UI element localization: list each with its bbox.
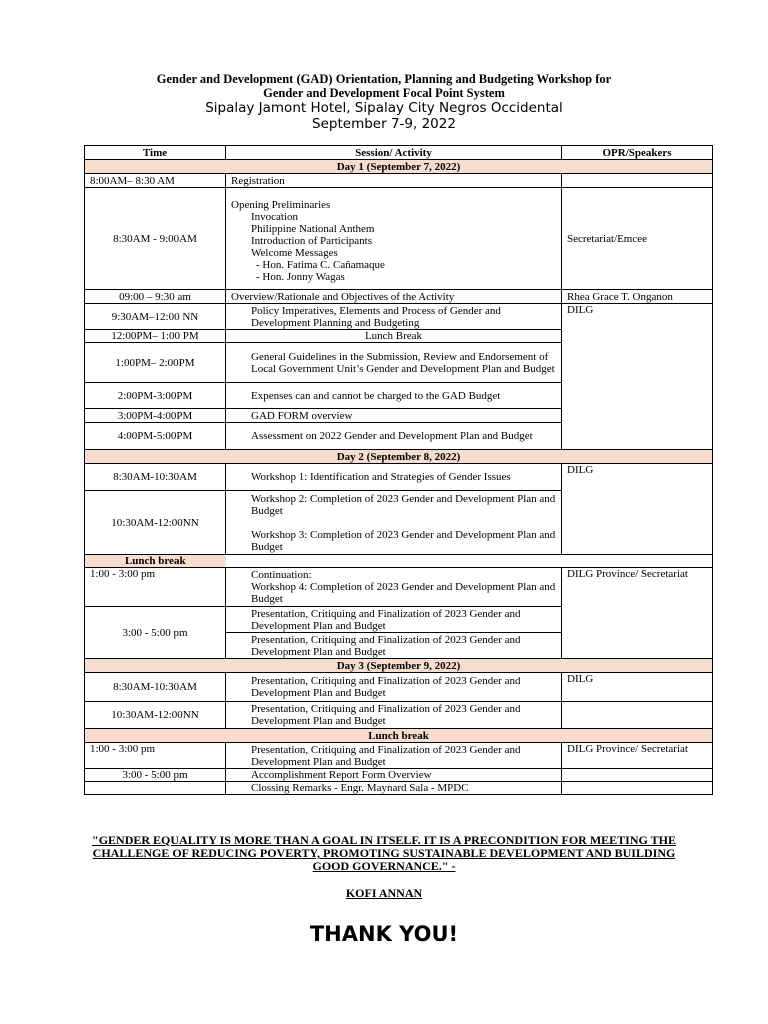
time-cell: 3:00 - 5:00 pm [85, 607, 226, 659]
opr-cell [562, 769, 713, 782]
time-cell: 1:00PM– 2:00PM [85, 343, 226, 383]
day-2-row [85, 450, 713, 464]
session-line: Introduction of Participants [251, 235, 372, 247]
session-cell: Presentation, Critiquing and Finalization of 2023 Gender and Development Plan and Budget [226, 633, 562, 659]
session-cell: Overview/Rationale and Objectives of the Activity [226, 290, 562, 304]
session-cell: Registration [226, 174, 562, 188]
time-cell: 12:00PM– 1:00 PM [85, 330, 226, 343]
session-cell: Expenses can and cannot be charged to the GAD Budget [226, 383, 562, 409]
lunch-break-cell: Lunch Break [226, 330, 562, 343]
table-row [85, 743, 713, 769]
opr-cell [562, 702, 713, 729]
event-dates: September 7-9, 2022 [312, 116, 456, 132]
time-cell: 2:00PM-3:00PM [85, 383, 226, 409]
time-cell: 4:00PM-5:00PM [85, 423, 226, 450]
session-cell [226, 188, 562, 290]
time-cell: 3:00PM-4:00PM [85, 409, 226, 423]
lunch-row [85, 729, 713, 743]
table-row [85, 304, 713, 330]
time-cell: 09:00 – 9:30 am [85, 290, 226, 304]
session-cell [226, 491, 562, 555]
opr-cell: DILG Province/ Secretariat [562, 568, 713, 659]
session-cell: Workshop 1: Identification and Strategies of Gender Issues [226, 464, 562, 491]
session-cell: Presentation, Critiquing and Finalization of 2023 Gender and Development Plan and Budget [226, 702, 562, 729]
opr-cell [562, 782, 713, 795]
time-cell: 8:30AM - 9:00AM [85, 188, 226, 290]
time-cell: 1:00 - 3:00 pm [85, 568, 226, 607]
table-row [85, 702, 713, 729]
thank-you-message: THANK YOU! [309, 922, 459, 946]
session-cell [226, 568, 562, 607]
session-line: Opening Preliminaries [231, 199, 331, 211]
day-2-label: Day 2 (September 8, 2022) [85, 450, 713, 464]
opr-cell: DILG [562, 673, 713, 702]
time-cell: 3:00 - 5:00 pm [85, 769, 226, 782]
session-cell: Policy Imperatives, Elements and Process of Gender and Development Planning and Budgeting [226, 304, 562, 330]
venue: Sipalay Jamont Hotel, Sipalay City Negros Occidental [205, 100, 563, 116]
lunch-spacer [562, 555, 713, 568]
document-header [0, 72, 768, 132]
table-row [85, 174, 713, 188]
lunch-row [85, 555, 713, 568]
session-cell: Presentation, Critiquing and Finalization of 2023 Gender and Development Plan and Budget [226, 673, 562, 702]
time-cell: 1:00 - 3:00 pm [85, 743, 226, 769]
session-cell: GAD FORM overview [226, 409, 562, 423]
session-line: - Hon. Fatima C. Cañamaque [256, 259, 385, 271]
session-cell: General Guidelines in the Submission, Review and Endorsement of Local Government Unit’s Gender and Development Plan and Budget [226, 343, 562, 383]
time-cell: 8:00AM– 8:30 AM [85, 174, 226, 188]
quote-author: KOFI ANNAN [345, 886, 423, 900]
opr-cell: DILG [562, 464, 713, 555]
header-opr: OPR/Speakers [562, 146, 713, 160]
quote-text: "GENDER EQUALITY IS MORE THAN A GOAL IN ITSELF. IT IS A PRECONDITION FOR MEETING THE CHALLENGE OF REDUCING POVERTY, PROMOTING SUSTAINABLE DEVELOPMENT AND BUILDING GOOD GOVERNANCE." - [92, 833, 676, 873]
title-line-2: Gender and Development Focal Point System [263, 86, 505, 100]
day-3-row [85, 659, 713, 673]
day-3-label: Day 3 (September 9, 2022) [85, 659, 713, 673]
table-row [85, 290, 713, 304]
time-cell [85, 782, 226, 795]
session-line: Welcome Messages [251, 247, 338, 259]
session-cell: Presentation, Critiquing and Finalization of 2023 Gender and Development Plan and Budget [226, 743, 562, 769]
opr-cell: DILG [562, 304, 713, 450]
schedule-table [84, 145, 713, 795]
table-row [85, 568, 713, 607]
opr-cell: DILG Province/ Secretariat [562, 743, 713, 769]
lunch-break-label: Lunch break [85, 555, 226, 568]
lunch-spacer [226, 555, 562, 568]
session-line: Workshop 4: Completion of 2023 Gender and Development Plan and Budget [251, 581, 556, 605]
closing-quote [84, 834, 684, 900]
table-row [85, 464, 713, 491]
table-row [85, 188, 713, 290]
session-cell: Presentation, Critiquing and Finalization of 2023 Gender and Development Plan and Budget [226, 607, 562, 633]
day-1-row [85, 160, 713, 174]
header-session: Session/ Activity [226, 146, 562, 160]
session-line: Invocation [251, 211, 299, 223]
time-cell: 8:30AM-10:30AM [85, 673, 226, 702]
session-line: - Hon. Jonny Wagas [256, 271, 345, 283]
opr-cell [562, 174, 713, 188]
time-cell: 10:30AM-12:00NN [85, 491, 226, 555]
session-line: Continuation: [251, 569, 312, 581]
table-header-row [85, 146, 713, 160]
header-time: Time [85, 146, 226, 160]
day-1-label: Day 1 (September 7, 2022) [85, 160, 713, 174]
lunch-break-label: Lunch break [85, 729, 713, 743]
opr-cell: Secretariat/Emcee [562, 188, 713, 290]
session-line: Workshop 2: Completion of 2023 Gender and Development Plan and Budget [251, 492, 556, 517]
table-row [85, 769, 713, 782]
session-cell: Clossing Remarks - Engr. Maynard Sala - MPDC [226, 782, 562, 795]
opr-cell: Rhea Grace T. Onganon [562, 290, 713, 304]
time-cell: 8:30AM-10:30AM [85, 464, 226, 491]
session-cell: Accomplishment Report Form Overview [226, 769, 562, 782]
time-cell: 10:30AM-12:00NN [85, 702, 226, 729]
session-line: Workshop 3: Completion of 2023 Gender and Development Plan and Budget [251, 528, 556, 553]
title-line-1: Gender and Development (GAD) Orientation, Planning and Budgeting Workshop for [156, 72, 612, 86]
session-line: Philippine National Anthem [251, 223, 375, 235]
table-row [85, 673, 713, 702]
session-cell: Assessment on 2022 Gender and Development Plan and Budget [226, 423, 562, 450]
time-cell: 9:30AM–12:00 NN [85, 304, 226, 330]
table-row [85, 782, 713, 795]
